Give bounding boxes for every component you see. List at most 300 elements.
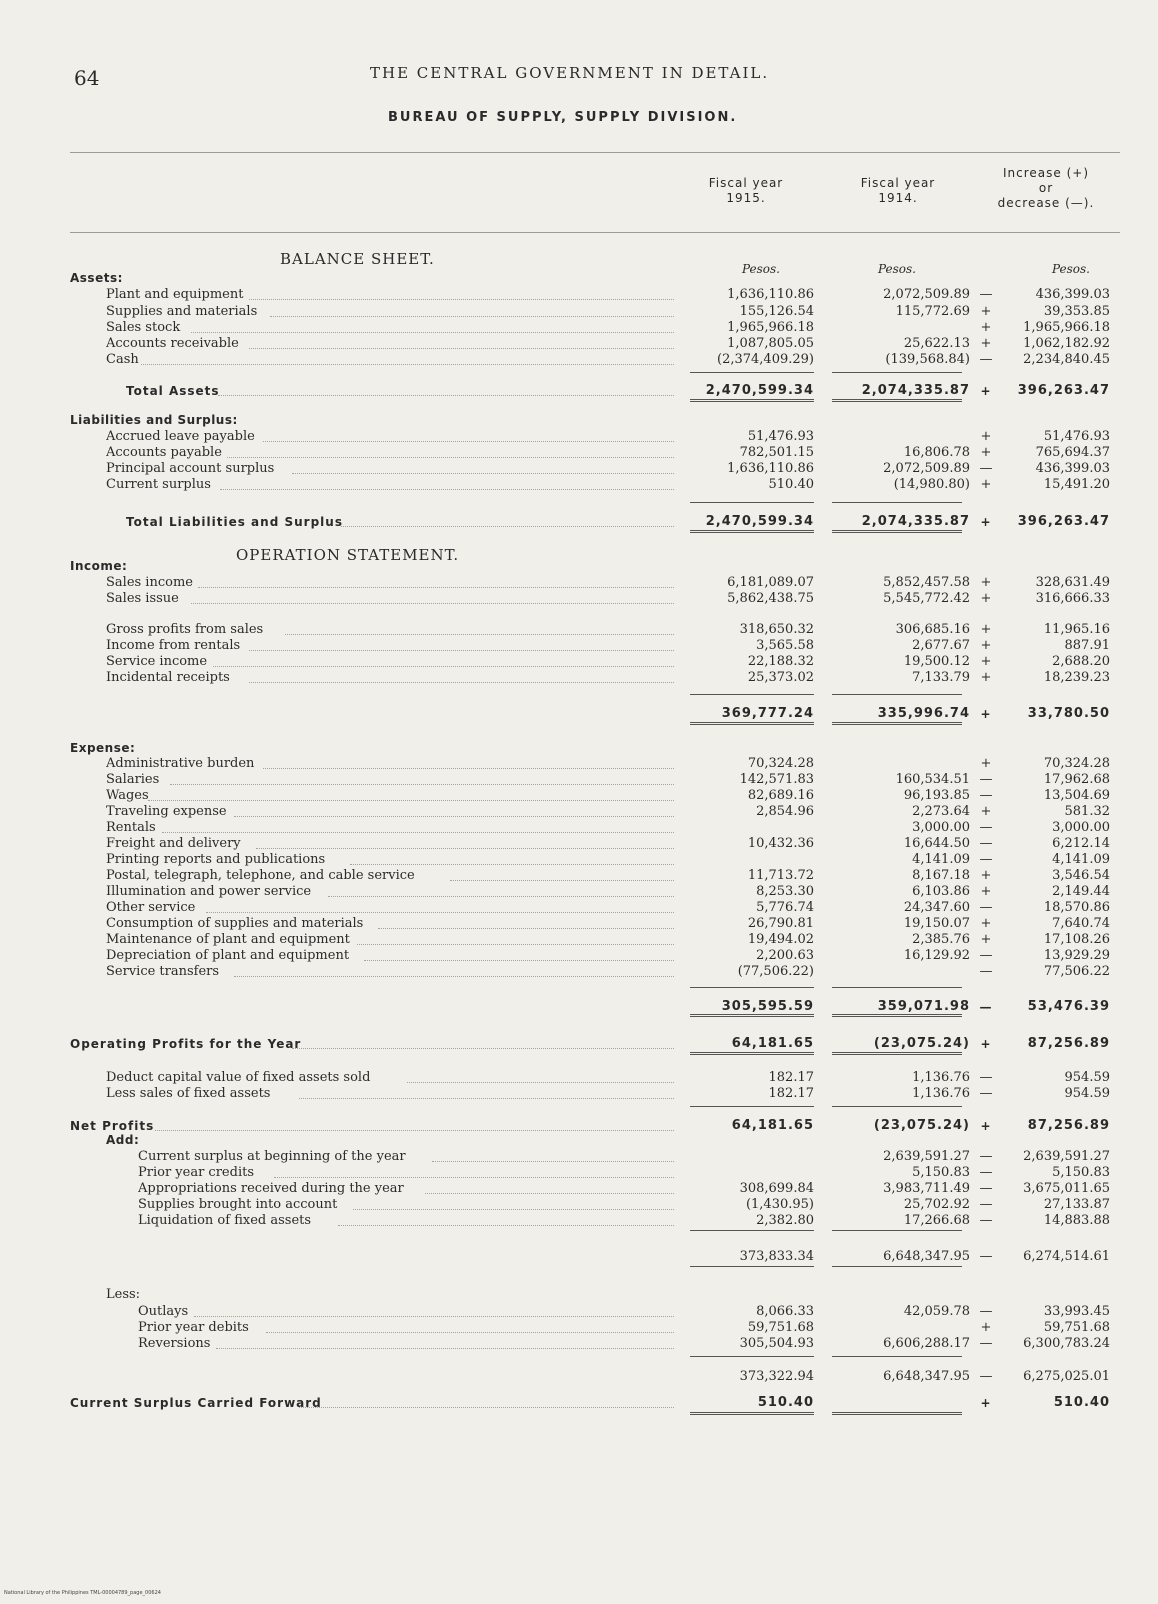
dot-leader xyxy=(299,1391,674,1408)
dot-leader xyxy=(450,864,674,881)
row-label: Principal account surplus xyxy=(106,461,277,476)
value-change: 2,234,840.45 xyxy=(1023,352,1110,367)
value-change: 77,506.22 xyxy=(1043,964,1110,979)
value-1914: 2,072,509.89 xyxy=(883,461,970,476)
row-label: Sales income xyxy=(106,575,196,590)
dot-leader xyxy=(378,912,674,929)
sum-rule xyxy=(832,372,962,373)
dot-leader xyxy=(249,634,674,651)
value-1915: 5,862,438.75 xyxy=(727,591,814,606)
value-1915: 59,751.68 xyxy=(747,1320,814,1335)
value-change: 33,780.50 xyxy=(1027,706,1110,721)
row-label: Service transfers xyxy=(106,964,222,979)
value-1915: 305,595.59 xyxy=(721,999,814,1014)
row-label: Income: xyxy=(70,559,130,573)
value-1915: 1,636,110.86 xyxy=(727,461,814,476)
change-sign: — xyxy=(979,788,993,803)
value-1915: 5,776.74 xyxy=(756,900,814,915)
change-sign: — xyxy=(979,852,993,867)
dot-leader xyxy=(218,379,674,396)
value-change: 59,751.68 xyxy=(1043,1320,1110,1335)
sum-rule xyxy=(832,1266,962,1267)
change-sign: + xyxy=(980,320,992,335)
dot-leader xyxy=(274,1161,674,1178)
sum-rule xyxy=(690,1014,814,1017)
value-1915: 2,854.96 xyxy=(756,804,814,819)
row-label: Appropriations received during the year xyxy=(138,1181,407,1196)
value-change: 33,993.45 xyxy=(1043,1304,1110,1319)
column-header-change: Increase (+) or decrease (—). xyxy=(997,166,1095,210)
value-1915: (77,506.22) xyxy=(737,964,814,979)
value-1914: 19,150.07 xyxy=(903,916,970,931)
value-change: 436,399.03 xyxy=(1035,461,1110,476)
value-1914: 2,639,591.27 xyxy=(883,1149,970,1164)
row-label: Outlays xyxy=(138,1304,191,1319)
sum-rule xyxy=(690,1266,814,1267)
row-label: Printing reports and publications xyxy=(106,852,328,867)
sum-rule xyxy=(690,1106,814,1107)
value-change: 51,476.93 xyxy=(1043,429,1110,444)
value-1915: 510.40 xyxy=(757,1395,814,1410)
value-1914: 8,167.18 xyxy=(912,868,970,883)
sum-rule xyxy=(832,1230,962,1231)
value-1915: 155,126.54 xyxy=(739,304,814,319)
value-1915: 2,382.80 xyxy=(756,1213,814,1228)
dot-leader xyxy=(299,1082,674,1099)
table-row xyxy=(0,706,1158,722)
value-1914: 6,103.86 xyxy=(912,884,970,899)
value-1915: 25,373.02 xyxy=(747,670,814,685)
operation-statement-title: OPERATION STATEMENT. xyxy=(236,546,460,564)
row-label: Supplies brought into account xyxy=(138,1197,340,1212)
value-1915: 373,322.94 xyxy=(739,1369,814,1384)
change-sign: — xyxy=(979,287,993,302)
sum-rule xyxy=(832,530,962,533)
dot-leader xyxy=(227,441,674,458)
change-sign: — xyxy=(979,1149,993,1164)
value-change: 17,108.26 xyxy=(1043,932,1110,947)
value-change: 3,546.54 xyxy=(1052,868,1110,883)
change-sign: + xyxy=(980,304,992,319)
change-sign: — xyxy=(979,1165,993,1180)
value-change: 5,150.83 xyxy=(1052,1165,1110,1180)
sum-rule xyxy=(832,1412,962,1415)
sum-rule xyxy=(690,399,814,402)
dot-leader xyxy=(206,896,674,913)
value-change: 7,640.74 xyxy=(1052,916,1110,931)
table-row xyxy=(0,1213,1158,1229)
page-header: THE CENTRAL GOVERNMENT IN DETAIL. xyxy=(370,64,770,82)
row-label: Consumption of supplies and materials xyxy=(106,916,366,931)
sum-rule xyxy=(690,1412,814,1415)
row-label: Wages xyxy=(106,788,152,803)
sum-rule xyxy=(832,1052,962,1055)
value-1914: 359,071.98 xyxy=(877,999,970,1014)
sum-rule xyxy=(690,722,814,725)
change-sign: — xyxy=(979,1086,993,1101)
sum-rule xyxy=(690,530,814,533)
sum-rule xyxy=(690,1052,814,1055)
value-change: 13,504.69 xyxy=(1043,788,1110,803)
value-1914: 24,347.60 xyxy=(903,900,970,915)
table-row xyxy=(0,1249,1158,1265)
value-change: 6,212.14 xyxy=(1052,836,1110,851)
dot-leader xyxy=(328,880,674,897)
unit-label-change: Pesos. xyxy=(1052,262,1090,276)
value-1915: 8,253.30 xyxy=(756,884,814,899)
row-label: Income from rentals xyxy=(106,638,243,653)
dot-leader xyxy=(249,283,674,300)
value-1914: 306,685.16 xyxy=(895,622,970,637)
row-label: Sales stock xyxy=(106,320,183,335)
value-1915: 22,188.32 xyxy=(747,654,814,669)
value-1915: 2,200.63 xyxy=(756,948,814,963)
row-label: Rentals xyxy=(106,820,159,835)
row-label: Total Liabilities and Surplus xyxy=(126,515,346,529)
table-row xyxy=(0,1336,1158,1352)
value-change: 3,675,011.65 xyxy=(1023,1181,1110,1196)
change-sign: — xyxy=(979,1304,993,1319)
dot-leader xyxy=(263,752,674,769)
change-sign: — xyxy=(979,820,993,835)
balance-sheet-title: BALANCE SHEET. xyxy=(280,250,435,268)
value-1915: 10,432.36 xyxy=(747,836,814,851)
value-1914: 3,000.00 xyxy=(912,820,970,835)
row-label: Other service xyxy=(106,900,198,915)
value-change: 2,149.44 xyxy=(1052,884,1110,899)
dot-leader xyxy=(216,1332,674,1349)
dot-leader xyxy=(194,1300,674,1317)
dot-leader xyxy=(234,960,674,977)
sum-rule xyxy=(690,372,814,373)
row-label: Assets: xyxy=(70,271,126,285)
page-number: 64 xyxy=(74,66,100,90)
value-change: 14,883.88 xyxy=(1043,1213,1110,1228)
value-change: 6,274,514.61 xyxy=(1023,1249,1110,1264)
row-label: Current Surplus Carried Forward xyxy=(70,1396,325,1410)
sum-rule xyxy=(832,502,962,503)
row-label: Prior year credits xyxy=(138,1165,257,1180)
dot-leader xyxy=(266,1316,674,1333)
value-1914: 16,644.50 xyxy=(903,836,970,851)
value-1914: (23,075.24) xyxy=(873,1118,970,1133)
value-1915: 182.17 xyxy=(768,1070,814,1085)
row-label: Liabilities and Surplus: xyxy=(70,413,241,427)
unit-label-1915: Pesos. xyxy=(742,262,780,276)
row-label: Prior year debits xyxy=(138,1320,252,1335)
value-change: 2,639,591.27 xyxy=(1023,1149,1110,1164)
value-1914: 335,996.74 xyxy=(877,706,970,721)
value-change: 4,141.09 xyxy=(1052,852,1110,867)
dot-leader xyxy=(191,587,674,604)
table-row xyxy=(0,670,1158,686)
dot-leader xyxy=(249,332,674,349)
row-label: Cash xyxy=(106,352,142,367)
dot-leader xyxy=(407,1066,674,1083)
value-change: 316,666.33 xyxy=(1035,591,1110,606)
table-row xyxy=(0,1395,1158,1411)
change-sign: — xyxy=(979,1181,993,1196)
value-1914: 96,193.85 xyxy=(903,788,970,803)
sum-rule xyxy=(832,399,962,402)
change-sign: + xyxy=(980,515,992,529)
value-change: 954.59 xyxy=(1064,1070,1110,1085)
change-sign: + xyxy=(980,654,992,669)
change-sign: + xyxy=(980,591,992,606)
table-row xyxy=(0,1369,1158,1385)
value-1915: 369,777.24 xyxy=(721,706,814,721)
dot-leader xyxy=(357,928,674,945)
change-sign: + xyxy=(980,638,992,653)
change-sign: + xyxy=(980,932,992,947)
value-change: 436,399.03 xyxy=(1035,287,1110,302)
row-label: Postal, telegraph, telephone, and cable service xyxy=(106,868,418,883)
value-1914: 115,772.69 xyxy=(895,304,970,319)
value-1915: 3,565.58 xyxy=(756,638,814,653)
value-1915: (2,374,409.29) xyxy=(717,352,814,367)
dot-leader xyxy=(285,618,674,635)
row-label: Maintenance of plant and equipment xyxy=(106,932,353,947)
row-label: Net Profits xyxy=(70,1119,157,1133)
row-label: Plant and equipment xyxy=(106,287,246,302)
value-change: 11,965.16 xyxy=(1043,622,1110,637)
value-1915: 1,636,110.86 xyxy=(727,287,814,302)
value-change: 6,300,783.24 xyxy=(1023,1336,1110,1351)
value-1914: 6,648,347.95 xyxy=(883,1249,970,1264)
row-label: Total Assets xyxy=(126,384,223,398)
row-label: Administrative burden xyxy=(106,756,257,771)
value-1914: 16,806.78 xyxy=(903,445,970,460)
row-label: Reversions xyxy=(138,1336,213,1351)
value-1914: 42,059.78 xyxy=(903,1304,970,1319)
row-label: Depreciation of plant and equipment xyxy=(106,948,352,963)
change-sign: + xyxy=(980,384,992,398)
value-1914: 2,385.76 xyxy=(912,932,970,947)
header-rule xyxy=(70,152,1120,153)
value-change: 2,688.20 xyxy=(1052,654,1110,669)
value-1915: 305,504.93 xyxy=(739,1336,814,1351)
dot-leader xyxy=(353,1193,674,1210)
column-header-1914: Fiscal year 1914. xyxy=(860,176,936,205)
value-1914: 1,136.76 xyxy=(912,1070,970,1085)
row-label: Gross profits from sales xyxy=(106,622,266,637)
dot-leader xyxy=(338,1209,674,1226)
value-1915: 782,501.15 xyxy=(739,445,814,460)
value-1914: 25,622.13 xyxy=(903,336,970,351)
change-sign: + xyxy=(980,445,992,460)
value-1915: 142,571.83 xyxy=(739,772,814,787)
change-sign: — xyxy=(979,1369,993,1384)
value-1915: 26,790.81 xyxy=(747,916,814,931)
change-sign: — xyxy=(979,1336,993,1351)
sum-rule xyxy=(690,1356,814,1357)
change-sign: — xyxy=(979,1213,993,1228)
dot-leader xyxy=(249,666,674,683)
sum-rule xyxy=(832,1014,962,1017)
change-sign: + xyxy=(980,477,992,492)
value-change: 87,256.89 xyxy=(1027,1118,1110,1133)
change-sign: — xyxy=(979,836,993,851)
change-sign: + xyxy=(980,429,992,444)
value-change: 954.59 xyxy=(1064,1086,1110,1101)
value-1914: 2,273.64 xyxy=(912,804,970,819)
value-1915: 6,181,089.07 xyxy=(727,575,814,590)
value-1914: 19,500.12 xyxy=(903,654,970,669)
value-1914: (14,980.80) xyxy=(893,477,970,492)
value-1915: 8,066.33 xyxy=(756,1304,814,1319)
value-1914: 25,702.92 xyxy=(903,1197,970,1212)
change-sign: + xyxy=(980,756,992,771)
value-1915: 1,965,966.18 xyxy=(727,320,814,335)
value-1914: 2,072,509.89 xyxy=(883,287,970,302)
value-change: 6,275,025.01 xyxy=(1023,1369,1110,1384)
dot-leader xyxy=(292,1032,674,1049)
dot-leader xyxy=(350,848,674,865)
value-change: 1,062,182.92 xyxy=(1023,336,1110,351)
sum-rule xyxy=(832,722,962,725)
row-label: Expense: xyxy=(70,741,138,755)
value-1914: 5,150.83 xyxy=(912,1165,970,1180)
value-change: 581.32 xyxy=(1064,804,1110,819)
value-change: 765,694.37 xyxy=(1035,445,1110,460)
change-sign: + xyxy=(980,670,992,685)
dot-leader xyxy=(213,650,674,667)
dot-leader xyxy=(234,800,674,817)
value-change: 510.40 xyxy=(1053,1395,1110,1410)
value-1914: 2,074,335.87 xyxy=(861,514,970,529)
sum-rule xyxy=(832,1106,962,1107)
value-change: 328,631.49 xyxy=(1035,575,1110,590)
row-label: Operating Profits for the Year xyxy=(70,1037,304,1051)
dot-leader xyxy=(170,768,674,785)
change-sign: + xyxy=(980,336,992,351)
row-label: Add: xyxy=(106,1133,142,1147)
value-change: 396,263.47 xyxy=(1017,383,1110,398)
value-1914: 4,141.09 xyxy=(912,852,970,867)
table-row xyxy=(0,964,1158,980)
row-label: Less: xyxy=(106,1287,143,1302)
change-sign: — xyxy=(979,948,993,963)
value-change: 87,256.89 xyxy=(1027,1036,1110,1051)
row-label: Traveling expense xyxy=(106,804,230,819)
row-label: Accounts payable xyxy=(106,445,225,460)
value-change: 3,000.00 xyxy=(1052,820,1110,835)
value-1914: (139,568.84) xyxy=(885,352,970,367)
change-sign: — xyxy=(979,352,993,367)
value-1915: 510.40 xyxy=(768,477,814,492)
table-row xyxy=(0,477,1158,493)
table-row xyxy=(0,1086,1158,1102)
change-sign: + xyxy=(980,1396,992,1410)
change-sign: — xyxy=(979,1070,993,1085)
value-1915: 308,699.84 xyxy=(739,1181,814,1196)
change-sign: + xyxy=(980,622,992,637)
sum-rule xyxy=(832,694,962,695)
row-label: Less sales of fixed assets xyxy=(106,1086,273,1101)
row-label: Deduct capital value of fixed assets sold xyxy=(106,1070,373,1085)
value-change: 13,929.29 xyxy=(1043,948,1110,963)
row-label: Freight and delivery xyxy=(106,836,244,851)
row-label: Current surplus at beginning of the year xyxy=(138,1149,409,1164)
value-1914: 5,852,457.58 xyxy=(883,575,970,590)
dot-leader xyxy=(198,571,674,588)
value-1915: 2,470,599.34 xyxy=(705,514,814,529)
row-label: Salaries xyxy=(106,772,162,787)
change-sign: + xyxy=(980,1320,992,1335)
value-1915: 82,689.16 xyxy=(747,788,814,803)
value-1915: 64,181.65 xyxy=(731,1036,814,1051)
value-1915: 2,470,599.34 xyxy=(705,383,814,398)
value-1914: 2,677.67 xyxy=(912,638,970,653)
dot-leader xyxy=(432,1145,674,1162)
value-1914: 6,648,347.95 xyxy=(883,1369,970,1384)
sum-rule xyxy=(832,1356,962,1357)
value-1915: 11,713.72 xyxy=(747,868,814,883)
change-sign: + xyxy=(980,804,992,819)
value-change: 18,570.86 xyxy=(1043,900,1110,915)
value-change: 1,965,966.18 xyxy=(1023,320,1110,335)
change-sign: + xyxy=(980,868,992,883)
value-1915: 182.17 xyxy=(768,1086,814,1101)
dot-leader xyxy=(270,300,674,317)
dot-leader xyxy=(364,944,674,961)
value-1914: (23,075.24) xyxy=(873,1036,970,1051)
section-subheader: BUREAU OF SUPPLY, SUPPLY DIVISION. xyxy=(388,110,738,125)
value-1915: 51,476.93 xyxy=(747,429,814,444)
table-row xyxy=(0,999,1158,1015)
column-header-rule xyxy=(70,232,1120,233)
sum-rule xyxy=(690,502,814,503)
unit-label-1914: Pesos. xyxy=(878,262,916,276)
change-sign: + xyxy=(980,575,992,590)
value-1914: 1,136.76 xyxy=(912,1086,970,1101)
dot-leader xyxy=(425,1177,674,1194)
row-label: Current surplus xyxy=(106,477,214,492)
change-sign: — xyxy=(979,900,993,915)
change-sign: + xyxy=(980,1119,992,1133)
row-label: Liquidation of fixed assets xyxy=(138,1213,314,1228)
dot-leader xyxy=(148,784,674,801)
dot-leader xyxy=(292,457,674,474)
change-sign: — xyxy=(979,1000,993,1014)
sum-rule xyxy=(690,987,814,988)
value-change: 53,476.39 xyxy=(1027,999,1110,1014)
row-label: Service income xyxy=(106,654,210,669)
value-change: 17,962.68 xyxy=(1043,772,1110,787)
value-1914: 7,133.79 xyxy=(912,670,970,685)
value-1914: 3,983,711.49 xyxy=(883,1181,970,1196)
dot-leader xyxy=(341,510,674,527)
change-sign: — xyxy=(979,1249,993,1264)
column-header-1915: Fiscal year 1915. xyxy=(708,176,784,205)
value-1915: 64,181.65 xyxy=(731,1118,814,1133)
dot-leader xyxy=(162,816,674,833)
sum-rule xyxy=(690,694,814,695)
value-1914: 17,266.68 xyxy=(903,1213,970,1228)
change-sign: + xyxy=(980,884,992,899)
value-1915: 70,324.28 xyxy=(747,756,814,771)
table-row xyxy=(0,352,1158,368)
value-change: 27,133.87 xyxy=(1043,1197,1110,1212)
value-change: 887.91 xyxy=(1064,638,1110,653)
table-row xyxy=(0,514,1158,530)
value-1914: 16,129.92 xyxy=(903,948,970,963)
value-change: 15,491.20 xyxy=(1043,477,1110,492)
footer-credit: National Library of the Philippines TML-00004789_page_00624 xyxy=(4,1590,161,1596)
value-change: 39,353.85 xyxy=(1043,304,1110,319)
row-label: Accounts receivable xyxy=(106,336,242,351)
value-1915: (1,430.95) xyxy=(745,1197,814,1212)
